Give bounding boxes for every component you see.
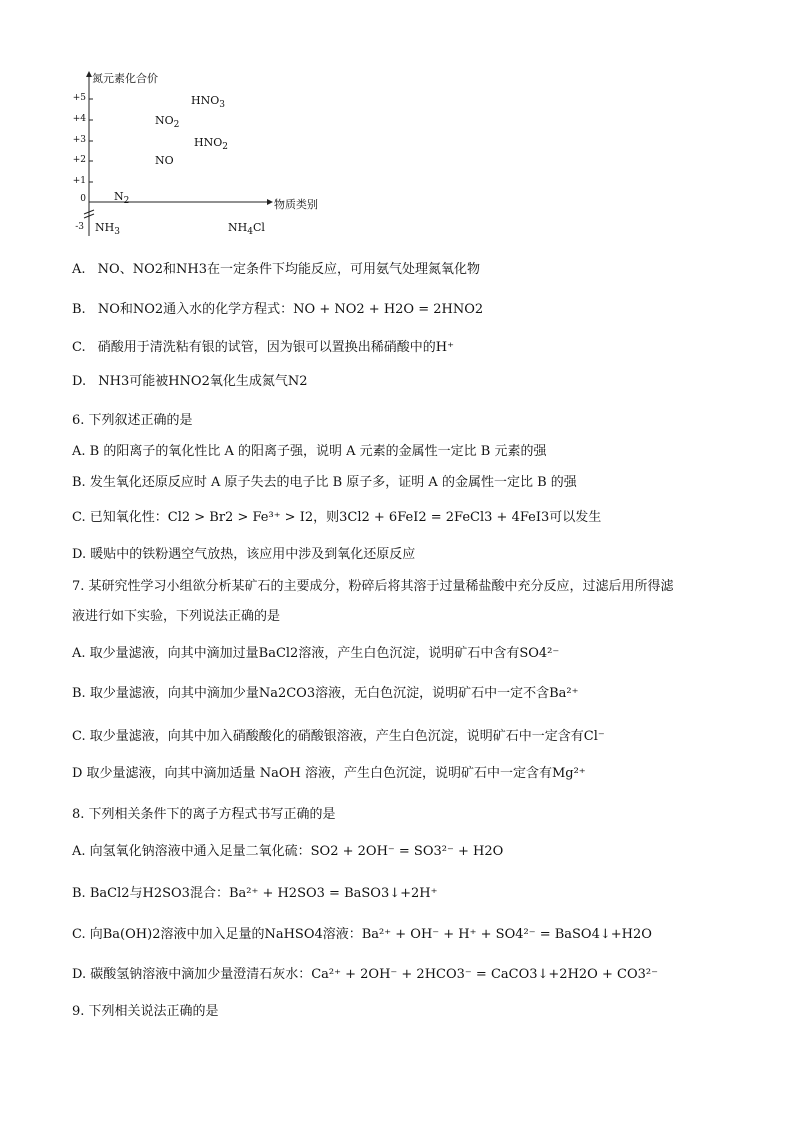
q8-stem: 8. 下列相关条件下的离子方程式书写正确的是 (72, 807, 336, 822)
y-axis-label: 氮元素化合价 (92, 72, 158, 85)
q8-option-b: B. BaCl2与H2SO3混合：Ba²⁺ + H2SO3 = BaSO3↓+2H⁺ (72, 886, 438, 901)
point-hno2: $HNO_2$ (194, 136, 228, 153)
q5-option-c (72, 339, 454, 357)
point-n2: $N_2$ (114, 190, 130, 207)
point-no2: $NO_2$ (155, 114, 180, 131)
q6-option-c: C. 已知氧化性：Cl2 > Br2 > Fe³⁺ > I2，则3Cl2 + 6FeI2 = 2FeCl3 + 4FeI3可以发生 (72, 510, 602, 525)
point-hno3: $HNO_3$ (191, 94, 225, 111)
q6-option-b: B. 发生氧化还原反应时 A 原子失去的电子比 B 原子多，证明 A 的金属性一定比 B 的强 (72, 475, 577, 490)
q5-option-d-label: D. (72, 374, 87, 389)
q5-option-b-label: B. (72, 302, 86, 317)
y-tick-label: +2 (72, 155, 86, 165)
q5-option-c-label: C. (72, 340, 86, 355)
q9-stem: 9. 下列相关说法正确的是 (72, 1004, 219, 1019)
q6-option-d: D. 暖贴中的铁粉遇空气放热，该应用中涉及到氧化还原反应 (72, 547, 416, 562)
valence-chart-svg (70, 66, 340, 242)
q5-option-c-text: 硝酸用于清洗粘有银的试管，因为银可以置换出稀硝酸中的H⁺ (97, 340, 454, 355)
q7-stem-line2: 液进行如下实验，下列说法正确的是 (72, 609, 281, 624)
q5-option-d-text: NH3可能被HNO2氧化生成氮气N2 (98, 374, 308, 389)
y-tick-label: +1 (72, 176, 86, 186)
q7-option-b: B. 取少量滤液，向其中滴加少量Na2CO3溶液，无白色沉淀，说明矿石中一定不含Ba²⁺ (72, 686, 579, 701)
q8-option-d: D. 碳酸氢钠溶液中滴加少量澄清石灰水：Ca²⁺ + 2OH⁻ + 2HCO3⁻ = CaCO3↓+2H2O + CO3²⁻ (72, 967, 658, 982)
y-tick-label: +5 (72, 93, 86, 103)
q7-option-c: C. 取少量滤液，向其中加入硝酸酸化的硝酸银溶液，产生白色沉淀，说明矿石中一定含有Cl⁻ (72, 729, 605, 744)
q5-option-d (72, 373, 308, 391)
x-axis-label: 物质类别 (274, 198, 318, 211)
q7-stem-line1: 7. 某研究性学习小组欲分析某矿石的主要成分，粉碎后将其溶于过量稀盐酸中充分反应，过滤后用所得滤 (72, 579, 674, 594)
q5-option-a-text: NO、NO2和NH3在一定条件下均能反应，可用氨气处理氮氧化物 (97, 262, 480, 277)
q8-option-a: A. 向氢氧化钠溶液中通入足量二氧化硫：SO2 + 2OH⁻ = SO3²⁻ + H2O (72, 844, 504, 859)
q5-option-a (72, 261, 480, 279)
q5-option-b-text: NO和NO2通入水的化学方程式：NO + NO2 + H2O = 2HNO2 (97, 302, 484, 317)
q6-option-a: A. B 的阳离子的氧化性比 A 的阳离子强，说明 A 元素的金属性一定比 B 元素的强 (72, 444, 547, 459)
point-nh4cl: $NH_4Cl$ (228, 221, 265, 238)
q7-option-a: A. 取少量滤液，向其中滴加过量BaCl2溶液，产生白色沉淀，说明矿石中含有SO4²⁻ (72, 646, 560, 661)
y-tick-label: 0 (80, 194, 86, 204)
q5-option-b (72, 301, 483, 319)
y-tick-label: +4 (72, 114, 86, 124)
q7-option-d: D 取少量滤液，向其中滴加适量 NaOH 溶液，产生白色沉淀，说明矿石中一定含有Mg²⁺ (72, 766, 586, 781)
q8-option-c: C. 向Ba(OH)2溶液中加入足量的NaHSO4溶液：Ba²⁺ + OH⁻ + H⁺ + SO4²⁻ = BaSO4↓+H2O (72, 927, 652, 942)
valence-chart (70, 66, 340, 242)
point-nh3: $NH_3$ (95, 221, 120, 238)
y-tick-label: +3 (72, 135, 86, 145)
q5-option-a-label: A. (72, 262, 86, 277)
point-no: NO (155, 154, 174, 167)
q6-stem: 6. 下列叙述正确的是 (72, 413, 193, 428)
y-tick-label: -3 (75, 222, 84, 232)
